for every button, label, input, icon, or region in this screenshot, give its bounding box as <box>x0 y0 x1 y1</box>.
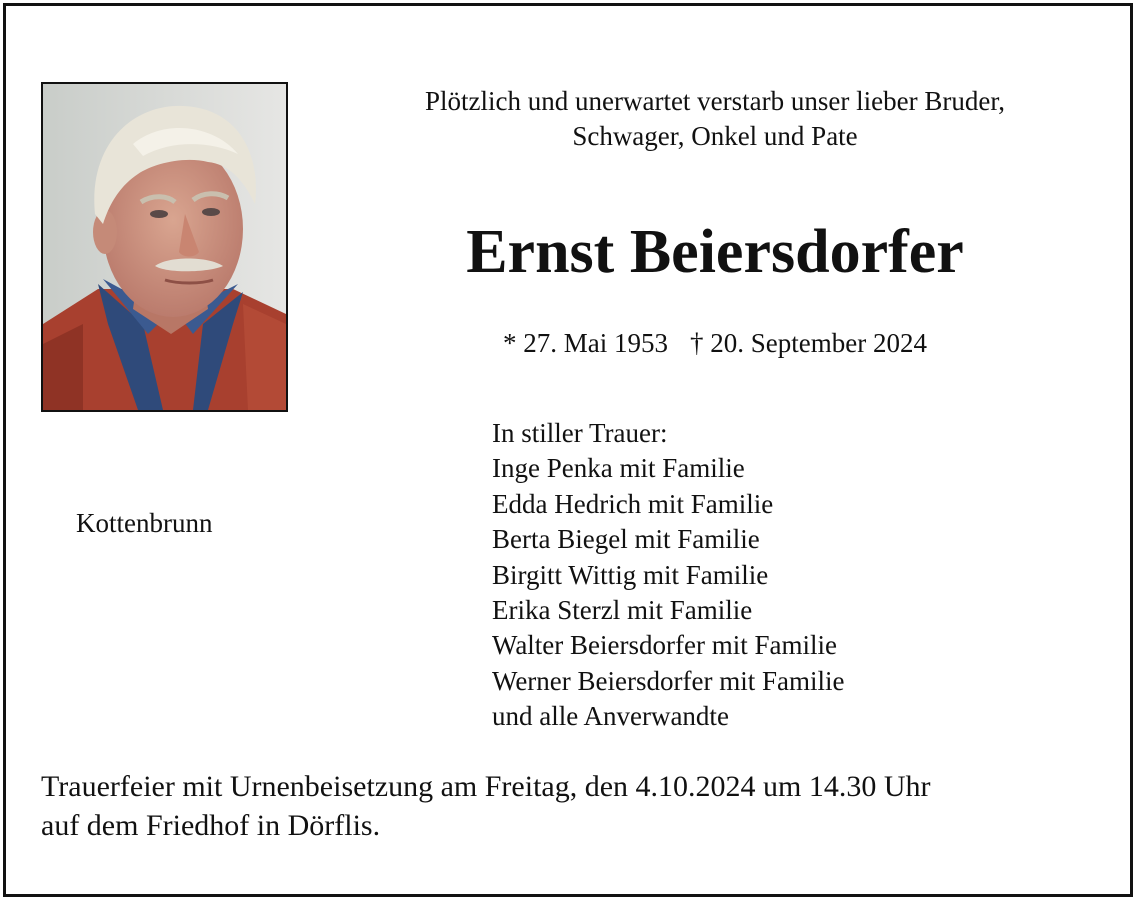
mourners-heading: In stiller Trauer: <box>492 418 668 448</box>
life-dates <box>330 326 1100 361</box>
mourner-name: Berta Biegel mit Familie <box>492 524 760 555</box>
ceremony-line-1: Trauerfeier mit Urnenbeisetzung am Freitag, den 4.10.2024 um 14.30 Uhr <box>41 770 931 803</box>
mourner-name: Werner Beiersdorfer mit Familie <box>492 665 845 696</box>
birth-date: * 27. Mai 1953 <box>503 328 669 358</box>
mourner-name: Edda Hedrich mit Familie <box>492 488 774 519</box>
mourner-name: Inge Penka mit Familie <box>492 453 745 484</box>
mourner-name: Erika Sterzl mit Familie <box>492 595 753 626</box>
portrait-photo <box>41 82 288 412</box>
deceased-name: Ernst Beiersdorfer <box>466 218 964 286</box>
portrait-illustration <box>43 84 286 410</box>
intro-line-2: Schwager, Onkel und Pate <box>572 121 858 151</box>
mourner-name: Birgitt Wittig mit Familie <box>492 559 769 590</box>
ceremony-info <box>41 767 931 845</box>
ceremony-line-2: auf dem Friedhof in Dörflis. <box>41 809 381 842</box>
intro-line-1: Plötzlich und unerwartet verstarb unser lieber Bruder, <box>425 86 1005 116</box>
mourner-name: und alle Anverwandte <box>492 701 729 732</box>
mourner-name: Walter Beiersdorfer mit Familie <box>492 630 837 661</box>
place-name: Kottenbrunn <box>76 508 213 538</box>
death-date: † 20. September 2024 <box>690 328 927 358</box>
mourners-list <box>492 416 844 735</box>
intro-text <box>330 84 1100 154</box>
